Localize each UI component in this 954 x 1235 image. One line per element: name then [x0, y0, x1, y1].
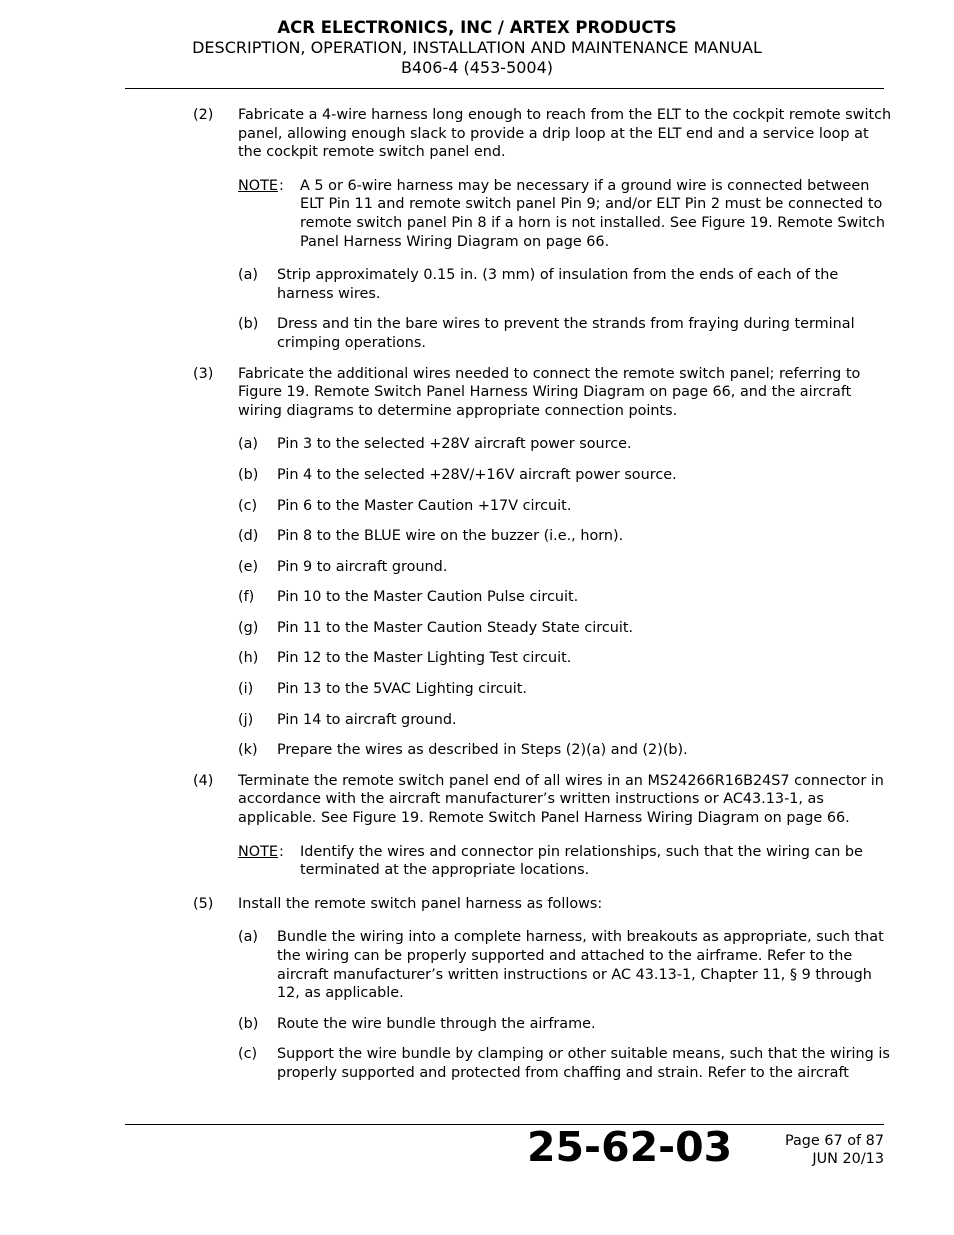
model-number: B406-4 (453-5004)	[400, 58, 554, 77]
substep-text: Pin 14 to aircraft ground.	[277, 711, 457, 728]
step-number: (3)	[193, 365, 214, 382]
substep	[193, 711, 893, 730]
substep-text: Pin 13 to the 5VAC Lighting circuit.	[277, 681, 527, 698]
substep	[193, 466, 893, 485]
step-2	[193, 106, 893, 162]
substep	[193, 649, 893, 668]
substep	[193, 619, 893, 638]
step-text: Install the remote switch panel harness as follows:	[238, 895, 603, 912]
step-number: (5)	[193, 895, 214, 912]
document-body	[193, 106, 893, 1083]
step-text: Fabricate a 4-wire harness long enough to reach from the ELT to the cockpit remote switch panel, allowing enough slack to provide a drip loop at the ELT end and a service loop at the cockpit remote switch panel end.	[238, 107, 892, 161]
substep-text: Route the wire bundle through the airframe.	[277, 1015, 596, 1032]
note-colon: :	[279, 177, 284, 194]
company-name: ACR ELECTRONICS, INC / ARTEX PRODUCTS	[277, 18, 677, 37]
substep-text: Pin 3 to the selected +28V aircraft power source.	[277, 436, 632, 453]
substep-letter: (a)	[238, 929, 259, 946]
note-block	[193, 843, 893, 880]
note-label: NOTE	[238, 177, 278, 194]
header-divider	[125, 88, 884, 89]
substep-text: Bundle the wiring into a complete harness, with breakouts as appropriate, such that the wiring can be properly supported and attached to the airframe. Refer to the aircraft manufacturer’s written instructions or AC 43.13-1, Chapter 11, § 9 through 12, as applicable.	[277, 929, 884, 1002]
substep	[193, 680, 893, 699]
substep-letter: (b)	[238, 466, 259, 483]
manual-title: DESCRIPTION, OPERATION, INSTALLATION AND MAINTENANCE MANUAL	[192, 38, 762, 57]
substep-letter: (j)	[238, 711, 254, 728]
substep-letter: (c)	[238, 1046, 258, 1063]
substep	[193, 1045, 893, 1082]
substep-text: Pin 6 to the Master Caution +17V circuit.	[277, 497, 572, 514]
substep	[193, 1015, 893, 1034]
note-label: NOTE	[238, 843, 278, 860]
substep-text: Strip approximately 0.15 in. (3 mm) of insulation from the ends of each of the harness wires.	[277, 267, 839, 302]
note-colon: :	[279, 843, 284, 860]
note-text: A 5 or 6-wire harness may be necessary if a ground wire is connected between ELT Pin 11 and remote switch panel Pin 9; and/or ELT Pin 2 must be connected to remote switch panel Pin 8 if a horn is not installed. See Figure 19. Remote Switch Panel Harness Wiring Diagram on page 66.	[300, 177, 885, 250]
substep-text: Pin 11 to the Master Caution Steady State circuit.	[277, 619, 634, 636]
page-number: Page 67 of 87	[784, 1133, 884, 1149]
substep-letter: (b)	[238, 316, 259, 333]
step-5	[193, 895, 893, 914]
note-block	[193, 177, 893, 251]
note-text: Identify the wires and connector pin relationships, such that the wiring can be terminated at the appropriate locations.	[300, 843, 863, 879]
substep-text: Dress and tin the bare wires to prevent the strands from fraying during terminal crimping operations.	[277, 316, 855, 351]
substep-letter: (d)	[238, 528, 259, 545]
step-number: (4)	[193, 772, 214, 789]
step-text: Fabricate the additional wires needed to connect the remote switch panel; referring to Figure 19. Remote Switch Panel Harness Wiring Diagram on page 66, and the aircraft wiring diagrams to determine appropriate connection points.	[238, 365, 861, 419]
step-number: (2)	[193, 107, 214, 123]
substep	[193, 558, 893, 577]
substep-letter: (k)	[238, 742, 258, 759]
page-info	[785, 1132, 884, 1168]
substep	[193, 588, 893, 607]
step-3	[193, 365, 893, 421]
document-number: 25-62-03	[527, 1123, 733, 1171]
footer-divider	[125, 1124, 884, 1125]
revision-date: JUN 20/13	[812, 1151, 884, 1167]
substep-letter: (h)	[238, 650, 259, 667]
substep-letter: (b)	[238, 1015, 259, 1032]
substep	[193, 266, 893, 303]
substep	[193, 435, 893, 454]
substep-letter: (i)	[238, 681, 254, 698]
substep	[193, 741, 893, 760]
substep	[193, 315, 893, 352]
substep-text: Prepare the wires as described in Steps (2)(a) and (2)(b).	[277, 742, 688, 759]
substep	[193, 527, 893, 546]
substep-letter: (a)	[238, 436, 259, 453]
substep-text: Support the wire bundle by clamping or other suitable means, such that the wiring is properly supported and protected from chaffing and strain. Refer to the aircraft	[277, 1046, 890, 1081]
step-4	[193, 772, 893, 828]
substep-letter: (e)	[238, 558, 259, 575]
substep-text: Pin 12 to the Master Lighting Test circuit.	[277, 650, 572, 667]
substep-letter: (g)	[238, 619, 259, 636]
substep-letter: (c)	[238, 497, 258, 514]
substep-letter: (a)	[238, 267, 259, 284]
substep	[193, 928, 893, 1002]
substep-text: Pin 8 to the BLUE wire on the buzzer (i.e., horn).	[277, 528, 624, 545]
substep-text: Pin 10 to the Master Caution Pulse circuit.	[277, 589, 579, 606]
substep-text: Pin 4 to the selected +28V/+16V aircraft power source.	[277, 466, 677, 483]
page-header	[0, 18, 954, 78]
step-text: Terminate the remote switch panel end of all wires in an MS24266R16B24S7 connector in accordance with the aircraft manufacturer’s written instructions or AC43.13-1, as applicable. See Figure 19. Remote Switch Panel Harness Wiring Diagram on page 66.	[238, 772, 884, 827]
substep-text: Pin 9 to aircraft ground.	[277, 558, 448, 575]
substep	[193, 497, 893, 516]
substep-letter: (f)	[238, 589, 255, 606]
